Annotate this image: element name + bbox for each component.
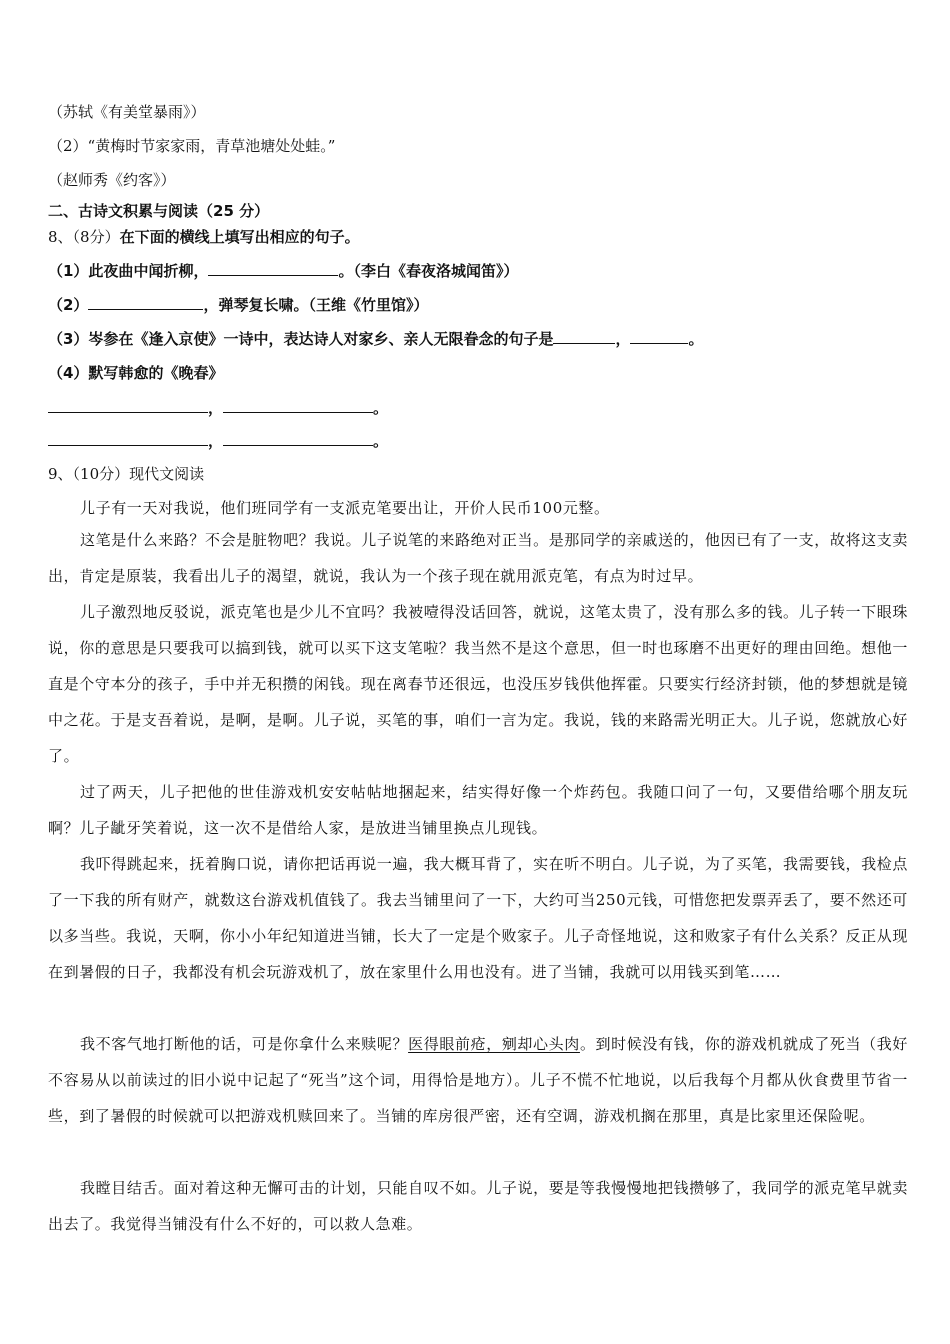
q9-paragraph-5: 我吓得跳起来，抚着胸口说，请你把话再说一遍，我大概耳背了，实在听不明白。儿子说，为了买笔，我需要钱，我检点了一下我的所有财产，就数这台游戏机值钱了。我去当铺里问了一下，大约可当250元钱，可惜您把发票弄丢了，要不然还可以多当些。我说，天啊，你小小年纪知道进当铺，长大了一定是个败家子。儿子奇怪地说，这和败家子有什么关系？反正从现在到暑假的日子，我都没有机会玩游戏机了，放在家里什么用也没有。进了当铺，我就可以用钱买到笔……: [48, 855, 908, 981]
q9-header: [48, 463, 908, 485]
q8-item2-pre: （2）: [48, 296, 89, 314]
q9-paragraph-6-post: 。到时候没有钱，你的游戏机就成了死当（我好不容易从以前读过的旧小说中记起了“死当”这个词，用得恰是地方）。儿子不慌不忙地说，以后我每个月都从伙食费里节省一些，到了暑假的时候就可以把游戏机赎回来了。当铺的库房很严密，还有空调，游戏机搁在那里，真是比家里还保险呢。: [48, 1035, 908, 1125]
q8-item4-blank4[interactable]: [223, 431, 373, 446]
q8-score: （8分）: [72, 228, 120, 246]
q9-paragraph-1: 儿子有一天对我说，他们班同学有一支派克笔要出让，开价人民币100元整。: [80, 499, 610, 517]
q8-item2-blank[interactable]: [88, 295, 203, 310]
q8-item3: [48, 328, 908, 350]
q9-paragraph-6-pre: 我不客气地打断他的话，可是你拿什么来赎呢？: [80, 1035, 409, 1053]
q8-instruction: 在下面的横线上填写出相应的句子。: [119, 228, 360, 246]
q8-number: 8、: [48, 228, 73, 246]
q8-item4-row1: [48, 397, 908, 419]
q8-item1-blank[interactable]: [208, 261, 338, 276]
q8-item2-post: ，弹琴复长啸。（王维《竹里馆》）: [203, 296, 429, 314]
q8-item1-post: 。（李白《春夜洛城闻笛》）: [338, 262, 519, 280]
q9-paragraph-2: 这笔是什么来路？不会是脏物吧？我说。儿子说笔的来路绝对正当。是那同学的亲戚送的，他因已有了一支，故将这支卖出，肯定是原装，我看出儿子的渴望，就说，我认为一个孩子现在就用派克笔，有点为时过早。: [48, 531, 908, 585]
poem1-source: （苏轼《有美堂暴雨》）: [48, 103, 206, 121]
q8-item3-pre: （3）岑参在《逢入京使》一诗中，表达诗人对家乡、亲人无限眷念的句子是: [48, 330, 554, 348]
q8-item4-row2: [48, 430, 908, 452]
q8-item4-blank2[interactable]: [223, 398, 373, 413]
q9-paragraph-4: 过了两天，儿子把他的世佳游戏机安安帖帖地捆起来，结实得好像一个炸药包。我随口问了一句，又要借给哪个朋友玩啊？儿子龇牙笑着说，这一次不是借给人家，是放进当铺里换点儿现钱。: [48, 783, 908, 837]
q8-item4-period1: 。: [373, 399, 389, 417]
q8-item4-period2: 。: [373, 432, 389, 450]
q9-paragraph-3: 儿子激烈地反驳说，派克笔也是少儿不宜吗？我被噎得没话回答，就说，这笔太贵了，没有那么多的钱。儿子转一下眼珠说，你的意思是只要我可以搞到钱，就可以买下这支笔啦？我当然不是这个意思，但一时也琢磨不出更好的理由回绝。想他一直是个守本分的孩子，手中并无积攒的闲钱。现在离春节还很远，也没压岁钱供他挥霍。只要实行经济封锁，他的梦想就是镜中之花。于是支吾着说，是啊，是啊。儿子说，买笔的事，咱们一言为定。我说，钱的来路需光明正大。儿子说，您就放心好了。: [48, 603, 908, 765]
q8-item1-pre: （1）此夜曲中闻折柳，: [48, 262, 209, 280]
q8-item3-blank2[interactable]: [630, 329, 688, 344]
q8-item2: [48, 294, 908, 316]
q8-item3-post: 。: [688, 330, 704, 348]
q8-item4-blank3[interactable]: [48, 431, 208, 446]
q8-item1: [48, 260, 908, 282]
poem2-source: （赵师秀《约客》）: [48, 171, 176, 189]
q9-paragraph-7: 我瞠目结舌。面对着这种无懈可击的计划，只能自叹不如。儿子说，要是等我慢慢地把钱攒够了，我同学的派克笔早就卖出去了。我觉得当铺没有什么不好的，可以救人急难。: [48, 1179, 908, 1233]
q9-title: （10分）现代文阅读: [72, 465, 205, 483]
q9-number: 9、: [48, 465, 73, 483]
q8-item4-comma2: ，: [208, 432, 224, 450]
q8-item3-blank1[interactable]: [553, 329, 615, 344]
q8-item3-mid: ，: [615, 330, 631, 348]
q8-header: [48, 226, 908, 248]
section2-heading: 二、古诗文积累与阅读（25 分）: [48, 202, 270, 220]
q8-item4: （4）默写韩愈的《晚春》: [48, 364, 224, 382]
q9-paragraph-6: [48, 1026, 908, 1134]
poem2-line: （2）“黄梅时节家家雨，青草池塘处处蛙。”: [48, 137, 336, 155]
q9-underlined-phrase: 医得眼前疮，剜却心头肉: [408, 1035, 580, 1053]
q8-item4-blank1[interactable]: [48, 398, 208, 413]
q8-item4-comma1: ，: [208, 399, 224, 417]
